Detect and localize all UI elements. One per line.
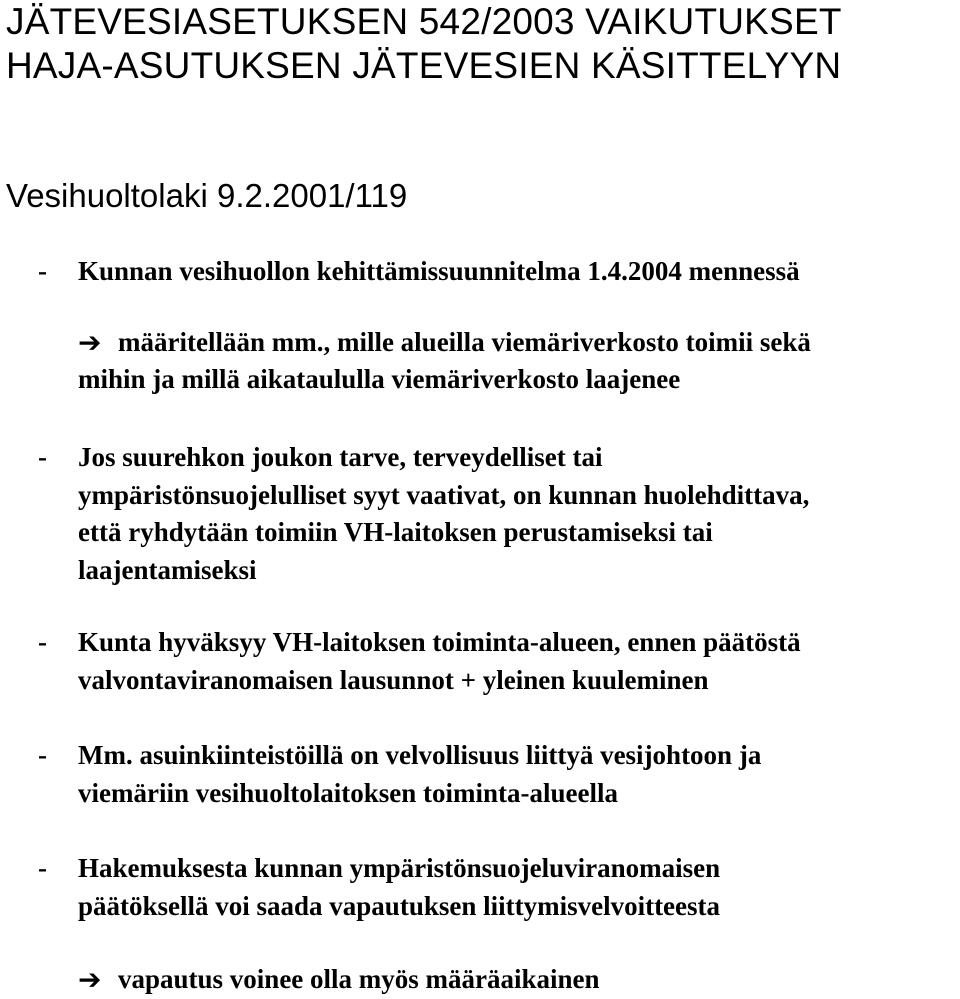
law-reference: Vesihuoltolaki 9.2.2001/119: [6, 177, 408, 214]
list-item-text: että ryhdytään toimiin VH-laitoksen perustamiseksi tai: [78, 517, 713, 547]
list-item-text: viemäriin vesihuoltolaitoksen toiminta-alueella: [78, 777, 618, 808]
list-item-text: Kunnan vesihuollon kehittämissuunnitelma 1.4.2004 mennessä: [78, 256, 800, 286]
bullet-dash: -: [38, 627, 47, 657]
list-item-2: [78, 439, 809, 589]
list-item-text: päätöksellä voi saada vapautuksen liittymisvelvoitteesta: [78, 890, 721, 921]
page-title: [6, 0, 956, 88]
title-line-2: HAJA-ASUTUKSEN JÄTEVESIEN KÄSITTELYYN: [6, 45, 842, 86]
list-item-text: ympäristönsuojelulliset syyt vaativat, on kunnan huolehdittava,: [78, 479, 810, 510]
list-item-text: Hakemuksesta kunnan ympäristönsuojeluviranomaisen: [78, 853, 721, 883]
list-item-4: [78, 737, 761, 812]
arrow-item-1-continuation: [78, 361, 680, 399]
arrow-item-2: [118, 961, 600, 999]
bullet-dash: -: [38, 442, 47, 472]
arrow-item-text: vapautus voinee olla myös määräaikainen: [118, 964, 600, 994]
arrow-item-text: määritellään mm., mille alueilla viemäriverkosto toimii sekä: [118, 327, 811, 357]
arrow-right-icon: ➔: [78, 326, 102, 359]
bullet-dash: -: [38, 853, 47, 883]
arrow-right-icon: ➔: [78, 963, 102, 996]
list-item-3: [78, 624, 801, 699]
list-item-text: Kunta hyväksyy VH-laitoksen toiminta-alueen, ennen päätöstä: [78, 627, 801, 657]
bullet-dash: -: [38, 740, 47, 770]
arrow-item-1: [118, 324, 811, 362]
title-line-1: JÄTEVESIASETUKSEN 542/2003 VAIKUTUKSET: [6, 1, 842, 42]
list-item-text: valvontaviranomaisen lausunnot + yleinen kuuleminen: [78, 664, 709, 695]
list-item-text: Jos suurehkon joukon tarve, terveydelliset tai: [78, 442, 603, 472]
list-item-1: [78, 253, 800, 291]
arrow-item-continuation-text: mihin ja millä aikataululla viemäriverkosto laajenee: [78, 364, 681, 394]
list-item-text: laajentamiseksi: [78, 554, 257, 585]
bullet-dash: -: [38, 256, 47, 286]
list-item-text: Mm. asuinkiinteistöillä on velvollisuus liittyä vesijohtoon ja: [78, 740, 762, 770]
list-item-5: [78, 850, 720, 925]
